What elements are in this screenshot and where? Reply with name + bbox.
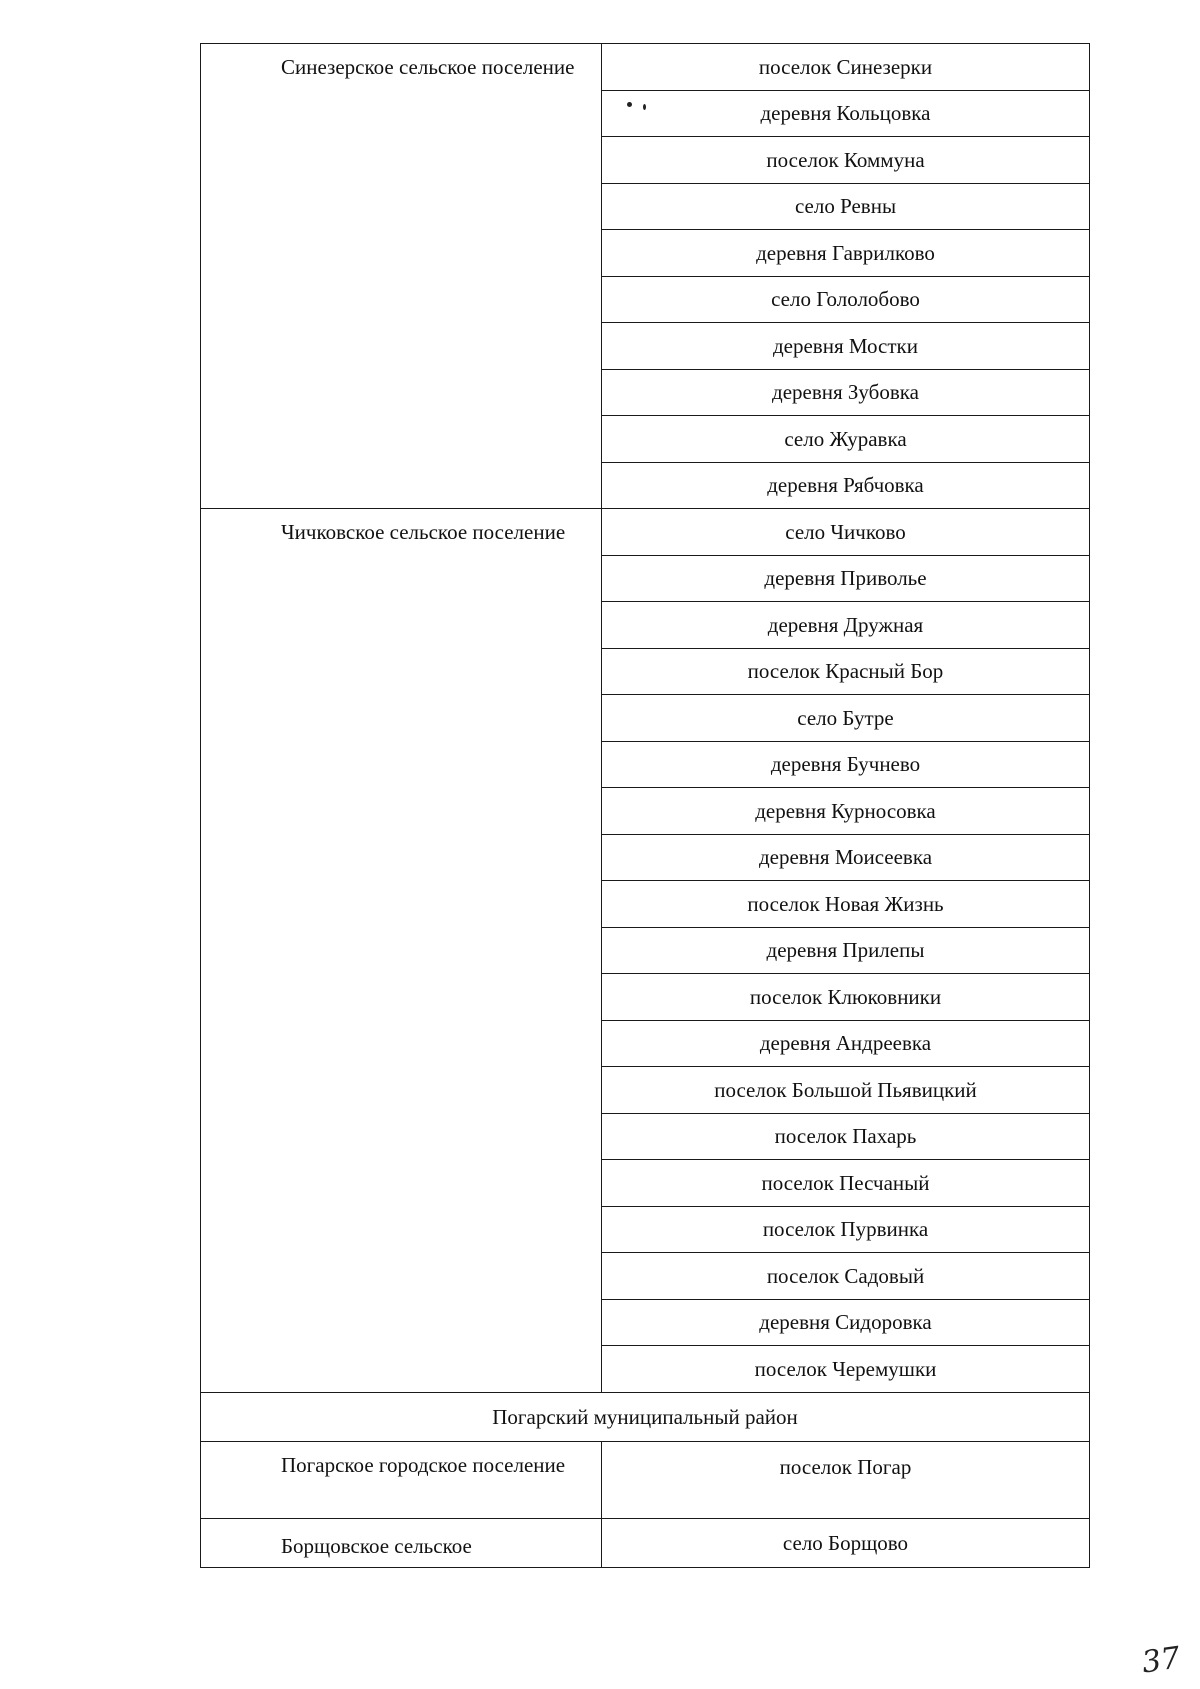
locality-cell: деревня Андреевка <box>602 1020 1090 1067</box>
locality-cell: село Бутре <box>602 695 1090 742</box>
locality-cell: поселок Пахарь <box>602 1113 1090 1160</box>
settlement-name: Синезерское сельское поселение <box>281 55 575 79</box>
table-row <box>201 44 1090 91</box>
locality-cell: поселок Красный Бор <box>602 648 1090 695</box>
locality-cell: поселок Пурвинка <box>602 1206 1090 1253</box>
district-header: Погарский муниципальный район <box>201 1392 1090 1441</box>
locality-cell: деревня Сидоровка <box>602 1299 1090 1346</box>
locality-cell: поселок Коммуна <box>602 137 1090 184</box>
locality-cell: деревня Прилепы <box>602 927 1090 974</box>
locality-cell: поселок Садовый <box>602 1253 1090 1300</box>
locality-cell: поселок Большой Пьявицкий <box>602 1067 1090 1114</box>
locality-cell: поселок Черемушки <box>602 1346 1090 1393</box>
locality-cell: деревня Зубовка <box>602 369 1090 416</box>
locality-cell: деревня Мостки <box>602 323 1090 370</box>
table-row <box>201 509 1090 556</box>
settlement-cell <box>201 1441 602 1518</box>
locality-cell: село Борщово <box>602 1518 1090 1567</box>
locality-cell: село Журавка <box>602 416 1090 463</box>
locality-cell: деревня Дружная <box>602 602 1090 649</box>
locality-cell: деревня Приволье <box>602 555 1090 602</box>
locality-cell: поселок Синезерки <box>602 44 1090 91</box>
locality-cell: деревня Моисеевка <box>602 834 1090 881</box>
settlement-cell <box>201 1518 602 1567</box>
locality-cell: поселок Клюковники <box>602 974 1090 1021</box>
page-number: 37 <box>1139 1640 1183 1681</box>
locality-cell: поселок Песчаный <box>602 1160 1090 1207</box>
scan-speck <box>643 104 646 110</box>
locality-cell: деревня Бучнево <box>602 741 1090 788</box>
locality-cell: село Ревны <box>602 183 1090 230</box>
settlement-name: Погарское городское поселение <box>281 1452 566 1477</box>
locality-cell: деревня Рябчовка <box>602 462 1090 509</box>
locality-cell: деревня Курносовка <box>602 788 1090 835</box>
locality-cell: село Чичково <box>602 509 1090 556</box>
locality-cell: поселок Погар <box>602 1441 1090 1518</box>
table-row <box>201 1518 1090 1567</box>
settlement-name: Борщовское сельское <box>281 1533 472 1558</box>
table-row <box>201 1392 1090 1441</box>
table-row <box>201 1441 1090 1518</box>
settlements-table-body <box>201 44 1090 1568</box>
locality-cell: деревня Гаврилково <box>602 230 1090 277</box>
settlement-cell <box>201 44 602 509</box>
locality-cell: село Гололобово <box>602 276 1090 323</box>
settlements-table <box>200 43 1090 1568</box>
settlement-cell <box>201 509 602 1393</box>
scan-speck <box>627 102 632 107</box>
locality-cell: поселок Новая Жизнь <box>602 881 1090 928</box>
settlement-name: Чичковское сельское поселение <box>281 520 566 544</box>
locality-cell: деревня Кольцовка <box>602 90 1090 137</box>
